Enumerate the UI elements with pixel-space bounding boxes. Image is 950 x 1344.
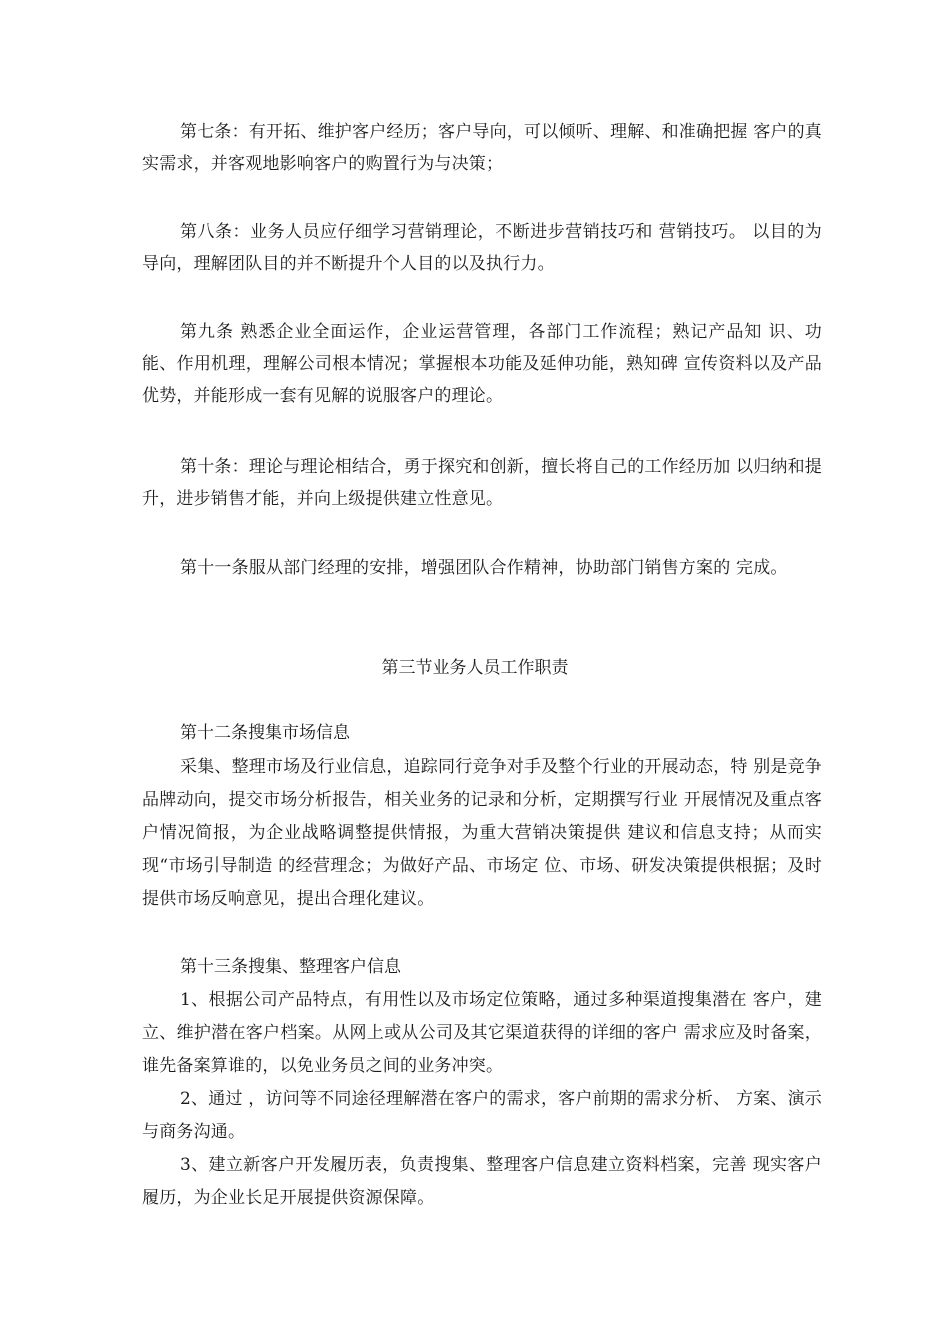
article-7: 第七条：有开拓、维护客户经历；客户导向，可以倾听、理解、和准确把握 客户的真实需求，并客观地影响客户的购置行为与决策； [142,122,823,174]
section-heading: 第三节业务人员工作职责 [381,658,569,678]
list-item: 2、通过 ，访问等不同途径理解潜在客户的需求，客户前期的需求分析、 方案、演示与商务沟通。 [142,1089,822,1142]
list-item: 1、根据公司产品特点，有用性以及市场定位策略，通过多种渠道搜集潜在 客户，建立、维护潜在客户档案。从网上或从公司及其它渠道获得的详细的客户 需求应及时备案，谁先备案算谁的，以免业务员之间的业务冲突。 [142,990,822,1076]
article-12-body-block [142,751,822,916]
article-12-body: 采集、整理市场及行业信息，追踪同行竞争对手及整个行业的开展动态，特 别是竞争品牌动向，提交市场分析报告，相关业务的记录和分析，定期撰写行业 开展情况及重点客户情况简报，为企业战略调整提供情报，为重大营销决策提供 建议和信息支持；从而实现“市场引导制造 的经营理念；为做好产品、市场定 位、市场、研发决策提供根据；及时提供市场反响意见，提出合理化建议。 [142,757,823,909]
article-10: 第十条：理论与理论相结合，勇于探究和创新，擅长将自己的工作经历加 以归纳和提升，进步销售才能，并向上级提供建立性意见。 [142,457,823,509]
article-12-title: 第十二条搜集市场信息 [180,723,350,743]
article-8: 第八条：业务人员应仔细学习营销理论，不断进步营销技巧和 营销技巧。 以目的为导向，理解团队目的并不断提升个人目的以及执行力。 [142,222,822,274]
list-item: 3、建立新客户开发履历表，负责搜集、整理客户信息建立资料档案，完善 现实客户履历，为企业长足开展提供资源保障。 [142,1155,822,1208]
article-9: 第九条 熟悉企业全面运作，企业运营管理，各部门工作流程；熟记产品知 识、功能、作用机理，理解公司根本情况；掌握根本功能及延伸功能，熟知碑 宣传资料以及产品优势，并能形成一套有见解的说服客户的理论。 [142,322,822,406]
article-13-title: 第十三条搜集、整理客户信息 [180,957,401,977]
article-13-items [142,984,822,1215]
article-11: 第十一条服从部门经理的安排，增强团队合作精神，协助部门销售方案的 完成。 [180,558,788,578]
